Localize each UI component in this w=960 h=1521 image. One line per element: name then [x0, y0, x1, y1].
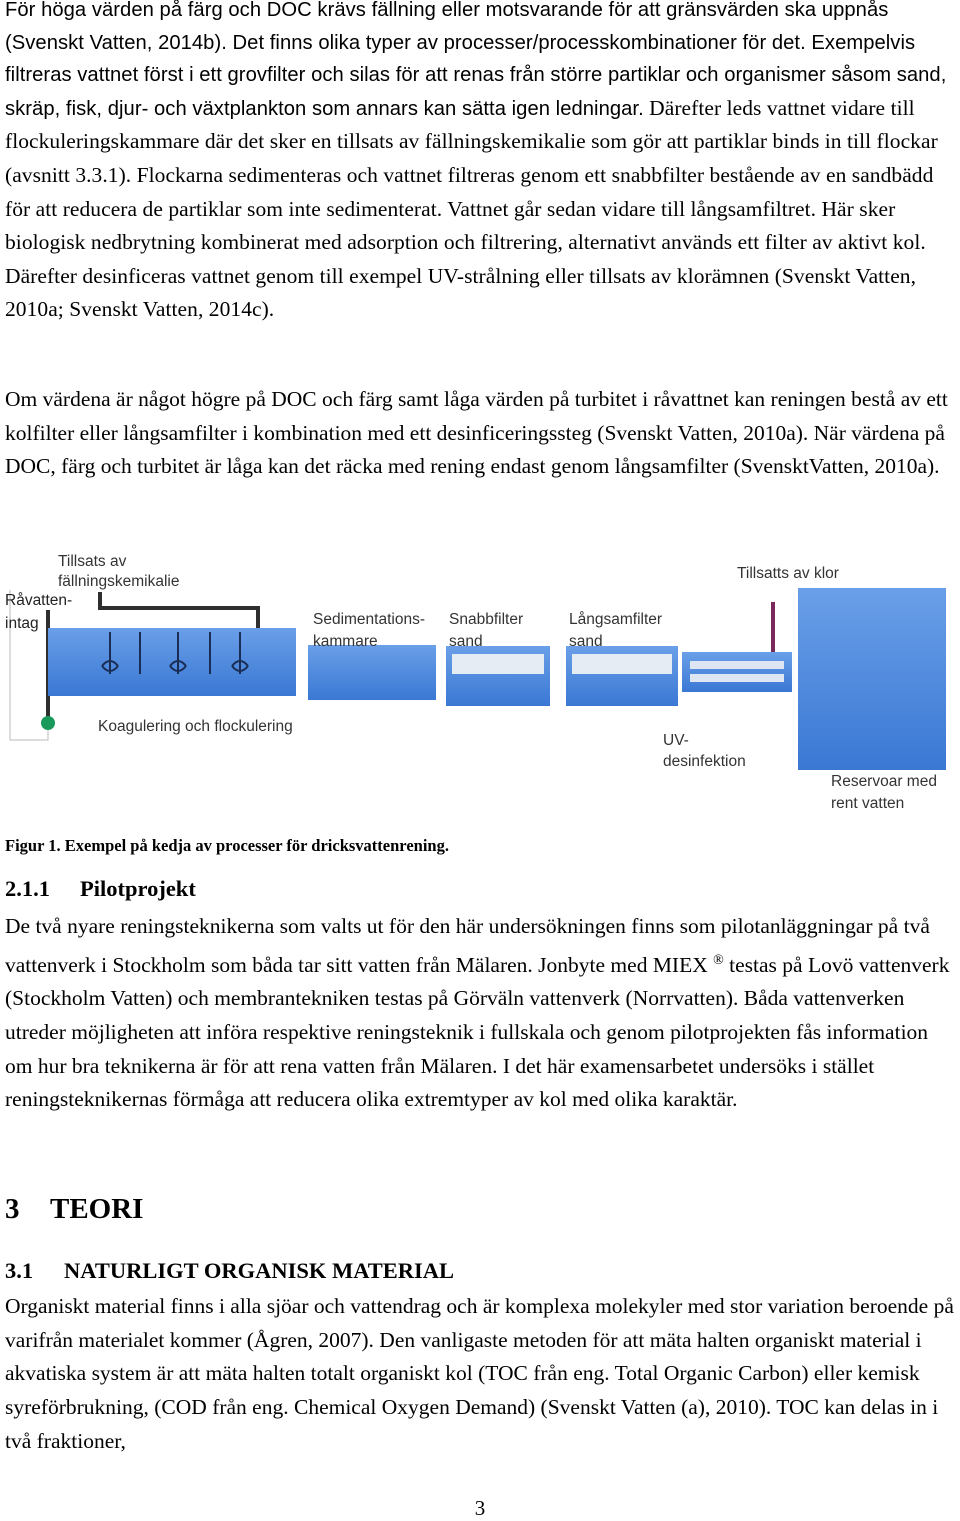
water-treatment-diagram [0, 540, 960, 815]
paragraph-text-a: De två nyare reningsteknikerna som valts ut för den här undersökningen finns som pilotanläggningar på två vattenverk i Stockholm som båda tar sitt vatten från Mälaren. Jonbyte med MIEX [5, 914, 930, 977]
label-chemical-2: fällningskemikalie [58, 573, 180, 590]
figure-caption: Figur 1. Exempel på kedja av processer för dricksvattenrening. [5, 836, 449, 855]
sedimentation-chamber [308, 645, 436, 700]
coagulation-basin [48, 628, 296, 696]
paragraph-pilot-project [5, 910, 955, 1117]
paragraph-doc-levels: Om värdena är något högre på DOC och färg samt låga värden på turbitet i råvattnet kan reningen bestå av ett kolfilter eller långsamfilter i kombination med ett desinficeringssteg (Svenskt Vatten, 2010a). När värdena på DOC, färg och turbitet är låga kan det räcka med rening endast genom långsamfilter (SvensktVatten, 2010a). [5, 387, 948, 478]
clean-water-reservoir [798, 588, 946, 770]
label-chlorine: Tillsatts av klor [737, 565, 839, 582]
label-intake-1: Råvatten- [5, 592, 73, 609]
chapter-number: 3 [5, 1193, 20, 1225]
uv-disinfection-unit [682, 652, 792, 692]
label-reservoir-1: Reservoar med [831, 773, 937, 790]
uv-lamp-icon [690, 661, 784, 669]
slow-filter-sandbed [572, 654, 672, 674]
section-number: 3.1 [5, 1258, 34, 1283]
section-title: NATURLIGT ORGANISK MATERIAL [64, 1258, 455, 1283]
paragraph-text-b: testas på Lovö vattenverk (Stockholm Vatten) och membrantekniken testas på Görväln vattenverk (Norrvatten). Båda vattenverken utreder möjligheten att införa respektive reningsteknik i fullskala och genom pilotprojekten fås information om hur bra teknikerna är för att rena vatten från Mälaren. I det här examensarbetet undersöks i stället reningsteknikernas förmåga att reducera olika extremtyper av kol med olika karaktär. [5, 952, 950, 1112]
page-number: 3 [474, 1496, 486, 1520]
label-intake-2: intag [5, 615, 39, 632]
paragraph-treatment-process [5, 0, 957, 327]
section-title: Pilotprojekt [80, 876, 196, 901]
paragraph-serif-part: Därefter leds vattnet vidare till flockuleringskammare där det sker en tillsats av fällningskemikalie som gör att partiklar binds in till flockar (avsnitt 3.3.1). Flockarna sedimenteras och vattnet filtreras genom ett snabbfilter bestående av en sandbädd för att reducera de partiklar som inte sedimenterat. Vattnet går sedan vidare till långsamfiltret. Här sker biologisk nedbrytning kombinerat med adsorption och filtrering, alternativt används ett filter av aktivt kol. Därefter desinficeras vattnet genom till exempel UV-strålning eller tillsats av klorämnen (Svenskt Vatten, 2010a; Svenskt Vatten, 2014c). [5, 95, 938, 322]
label-sedimentation-1: Sedimentations- [313, 611, 426, 628]
trademark-symbol: ® [713, 952, 724, 968]
rapid-filter-sandbed [452, 654, 544, 674]
label-sedimentation-2: kammare [313, 633, 378, 650]
chapter-title: TEORI [50, 1193, 144, 1225]
label-chemical-1: Tillsats av [58, 553, 127, 570]
label-uv-1: UV- [663, 732, 689, 749]
paragraph-organic-material: Organiskt material finns i alla sjöar och vattendrag och är komplexa molekyler med stor variation beroende på varifrån materialet kommer (Ågren, 2007). Den vanligaste metoden för att mäta halten organiskt material i akvatiska system är att mäta halten totalt organiskt kol (TOC från eng. Total Organic Carbon) eller kemisk syreförbrukning, (COD från eng. Chemical Oxygen Demand) (Svenskt Vatten (a), 2010). TOC kan delas in i två fraktioner, [5, 1294, 954, 1453]
section-number: 2.1.1 [5, 876, 50, 901]
uv-lamp-icon [690, 674, 784, 682]
chapter-heading-teori [5, 1193, 143, 1226]
intake-guide-line [10, 590, 48, 740]
section-heading-organic-material [5, 1258, 454, 1284]
chemical-dosing-pipe [100, 592, 258, 628]
label-uv-2: desinfektion [663, 753, 746, 770]
label-slow-filter-1: Långsamfilter [569, 611, 663, 628]
label-reservoir-2: rent vatten [831, 795, 905, 812]
label-rapid-filter-2: sand [449, 633, 483, 650]
paragraph-sans-part: För höga värden på färg och DOC krävs fällning eller motsvarande för att gränsvärden ska uppnås (Svenskt Vatten, 2014b). Det finns olika typer av processer/processkombinationer för det. Exempelvis filtreras vattnet först i ett grovfilter och silas för att renas från större partiklar och organismer såsom sand, skräp, fisk, djur- och växtplankton som annars kan sätta igen ledningar. [5, 0, 947, 120]
label-rapid-filter-1: Snabbfilter [449, 611, 524, 628]
intake-point-icon [41, 716, 55, 730]
label-coagulation: Koagulering och flockulering [98, 718, 293, 735]
section-heading-pilotprojekt [5, 876, 196, 902]
label-slow-filter-2: sand [569, 633, 603, 650]
